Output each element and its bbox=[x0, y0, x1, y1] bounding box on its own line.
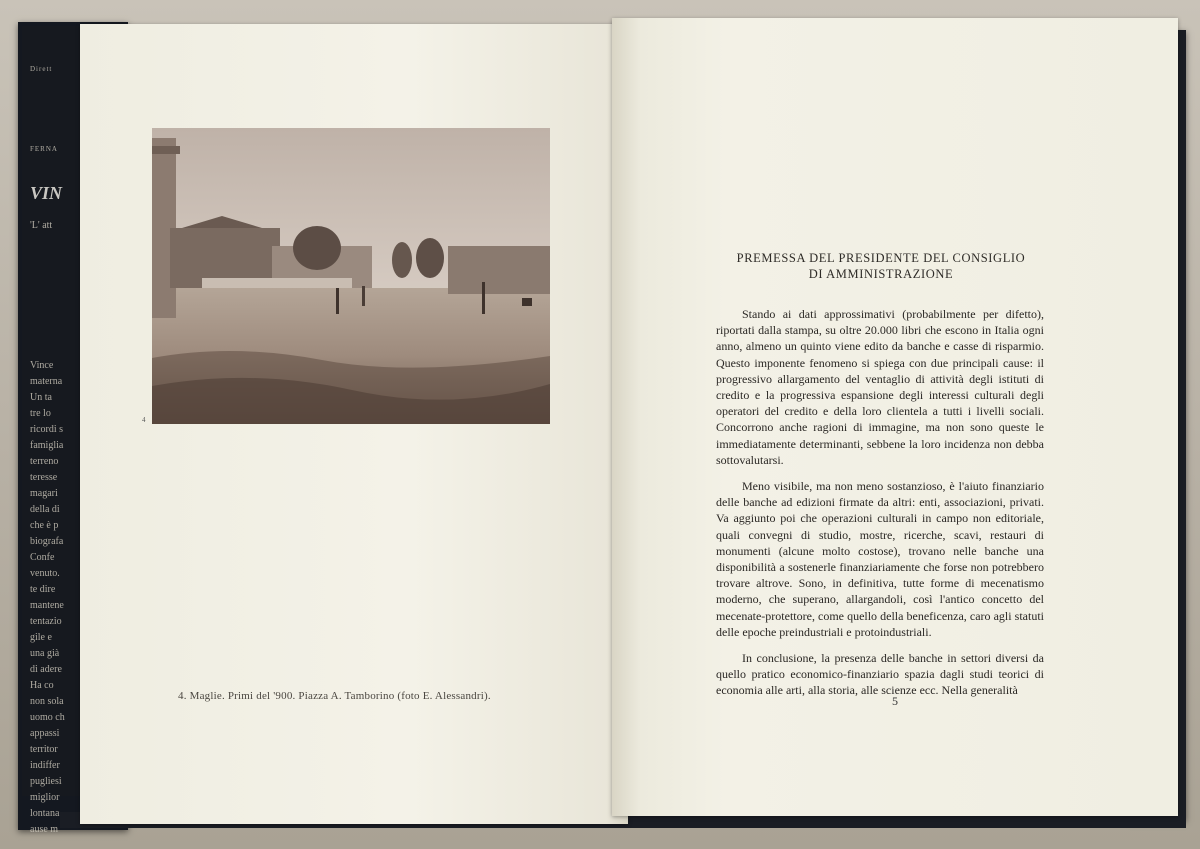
historical-photo-piazza bbox=[152, 128, 550, 424]
underlying-line: magari bbox=[30, 488, 58, 499]
underlying-line: tentazio bbox=[30, 616, 62, 627]
underlying-line: tre lo bbox=[30, 408, 51, 419]
underlying-line: pugliesi bbox=[30, 776, 62, 787]
underlying-line: teresse bbox=[30, 472, 58, 483]
heading-line-2: DI AMMINISTRAZIONE bbox=[808, 267, 954, 281]
underlying-line: lontana bbox=[30, 808, 60, 819]
underlying-line: miglior bbox=[30, 792, 60, 803]
paragraph-3: In conclusione, la presenza delle banche in settori diversi da quello pratico economico-finanziario spazia dagli studi teorici di economia alle arti, alla storia, alle scienze ecc. Nella generalità bbox=[716, 651, 1044, 698]
underlying-line: biografa bbox=[30, 536, 64, 547]
underlying-line: una già bbox=[30, 648, 60, 659]
heading-line-1: PREMESSA DEL PRESIDENTE DEL CONSIGLIO bbox=[736, 251, 1026, 265]
underlying-line: Confe bbox=[30, 552, 55, 563]
underlying-line: indiffer bbox=[30, 760, 60, 771]
underlying-line: materna bbox=[30, 376, 63, 387]
underlying-line: ause m bbox=[30, 824, 59, 835]
underlying-line: 'L' att bbox=[30, 220, 53, 231]
underlying-line: non sola bbox=[30, 696, 64, 707]
underlying-line: che è p bbox=[30, 520, 59, 531]
underlying-line: appassi bbox=[30, 728, 60, 739]
underlying-line: venuto. bbox=[30, 568, 60, 579]
underlying-line: FERNA bbox=[30, 145, 58, 153]
underlying-line: uomo ch bbox=[30, 712, 65, 723]
underlying-line: mantene bbox=[30, 600, 64, 611]
underlying-line: famiglia bbox=[30, 440, 64, 451]
paragraph-2: Meno visibile, ma non meno sostanzioso, è l'aiuto finanziario delle banche ad edizioni firmate da altri: enti, associazioni, privati. Va aggiunto poi che operazioni culturali in campo non editoriale, quali convegni di studio, mostre, ricerche, scavi, restauri di monumenti (alcune molto costose), trovano nelle banche una disponibilità a sostenerle finanziariamente che forse non potrebbero trovare altrove. Sono, in definitiva, tutte forme di mecenatismo moderno, che superano, allargandoli, così l'antico concetto del mecenate-protettore, come quello della beneficenza, caro agli statuti delle epoche preindustriali e protoindustriali. bbox=[716, 479, 1044, 639]
underlying-line: di adere bbox=[30, 664, 62, 675]
underlying-line: Ha co bbox=[30, 680, 54, 691]
underlying-line: te dire bbox=[30, 584, 56, 595]
section-heading bbox=[716, 250, 1046, 282]
body-text bbox=[716, 306, 1044, 709]
underlying-line: Un ta bbox=[30, 392, 52, 403]
page-number: 5 bbox=[892, 694, 898, 708]
underlying-line: della di bbox=[30, 504, 60, 515]
underlying-line: ricordi s bbox=[30, 424, 64, 435]
paragraph-1: Stando ai dati approssimativi (probabilmente per difetto), riportati dalla stampa, su oltre 20.000 libri che escono in Italia ogni anno, almeno un quinto viene edito da banche e casse di risparmio. Questo imponente fenomeno si spiega con due principali cause: il progressivo allargamento del ventaglio di attività degli istituti di credito e la progressiva espansione degli interessi culturali degli operatori del credito e della loro clientela a tutti i livelli sociali. Concorrono anche ragioni di immagine, ma non sono queste le immediatamente determinanti, sebbene la loro incidenza non debba sottovalutarsi. bbox=[716, 307, 1044, 467]
underlying-line: Vince bbox=[30, 360, 54, 371]
underlying-line: territor bbox=[30, 744, 58, 755]
underlying-line: Dirett bbox=[30, 65, 53, 73]
plate-number: 4 bbox=[142, 416, 146, 424]
photo-caption: 4. Maglie. Primi del '900. Piazza A. Tamborino (foto E. Alessandri). bbox=[178, 690, 491, 702]
underlying-line: VIN bbox=[30, 183, 63, 203]
underlying-line: terreno bbox=[30, 456, 59, 467]
underlying-line: gile e bbox=[30, 632, 52, 643]
